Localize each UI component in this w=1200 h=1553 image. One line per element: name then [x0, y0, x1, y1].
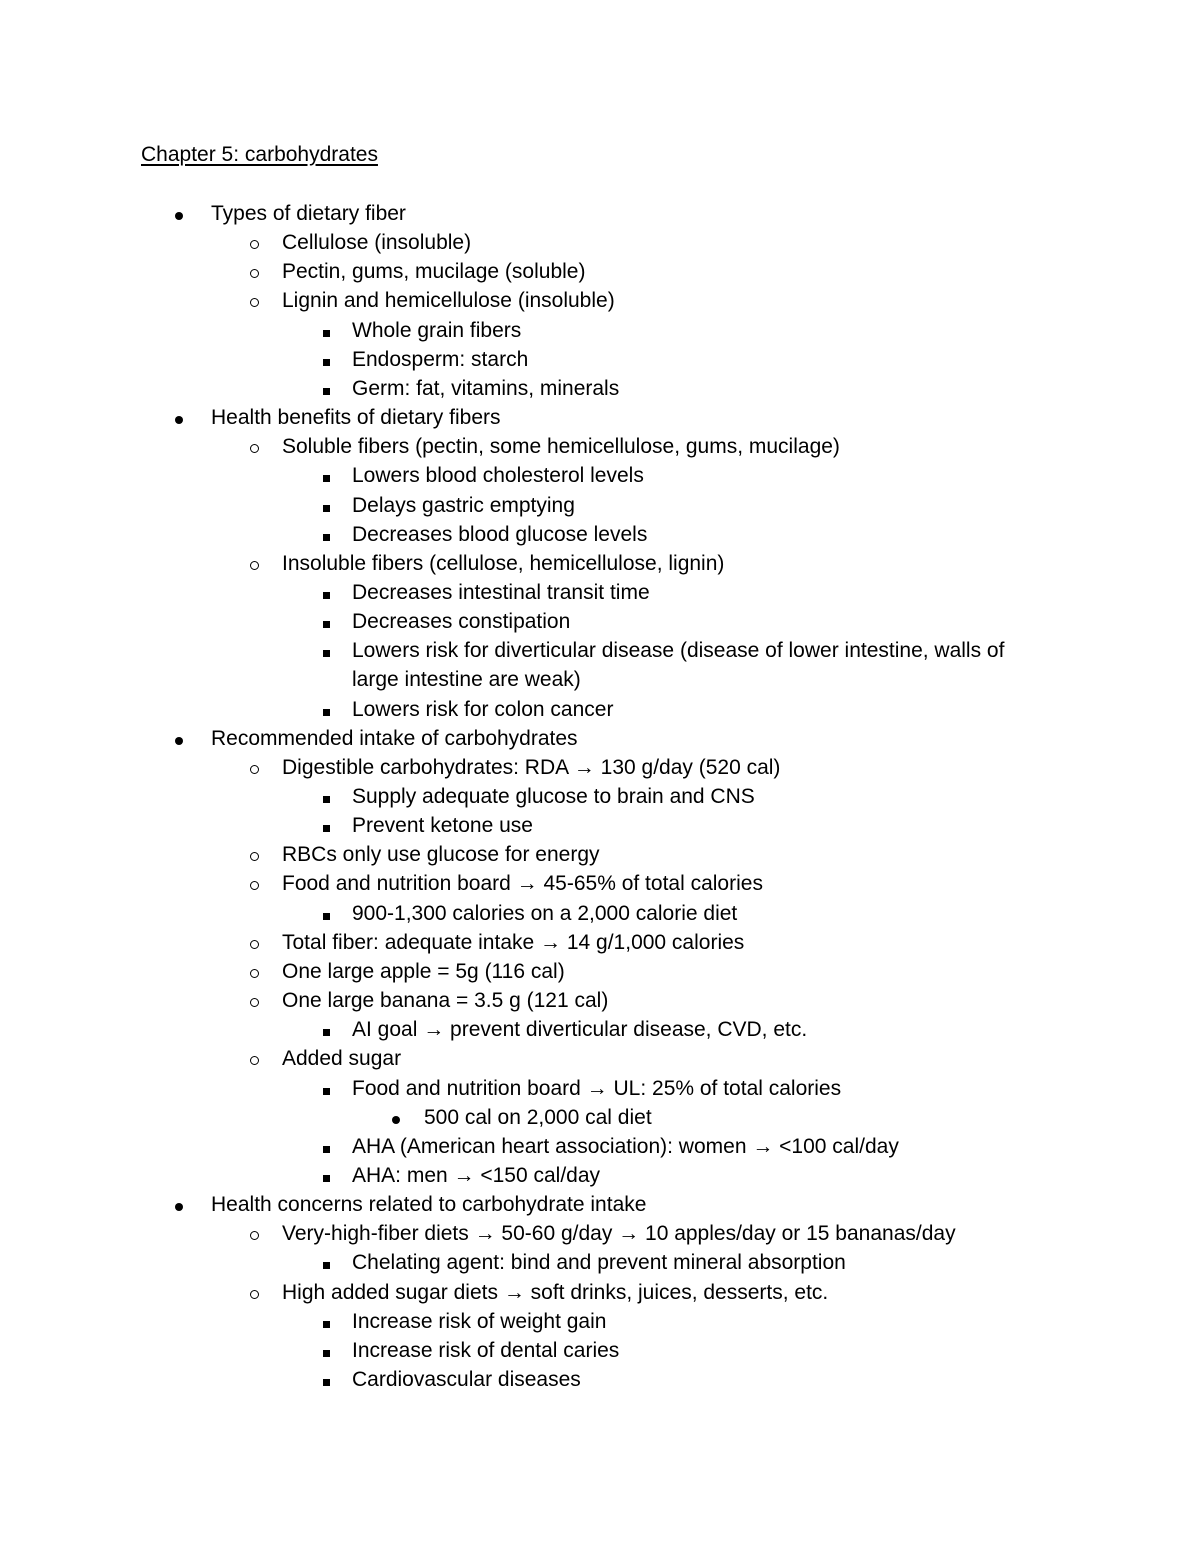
- bullet-square-icon: [318, 578, 334, 607]
- bullet-square-icon: [318, 1074, 334, 1103]
- bullet-circle-icon: [246, 869, 262, 898]
- bullet-square-icon: [318, 345, 334, 374]
- list-item-text: Decreases constipation: [352, 610, 571, 634]
- list-item: [352, 899, 737, 928]
- bullet-circle-icon: [246, 1219, 262, 1248]
- list-item: [352, 695, 613, 724]
- bullet-circle-icon: [246, 986, 262, 1015]
- list-item-text: Food and nutrition board → UL: 25% of total calories: [352, 1076, 842, 1100]
- list-item: [282, 257, 585, 286]
- list-item: [424, 1103, 652, 1132]
- list-item-text: Delays gastric emptying: [352, 493, 575, 517]
- bullet-square-icon: [318, 811, 334, 840]
- bullet-circle-icon: [246, 257, 262, 286]
- list-item-text: Added sugar: [282, 1047, 402, 1071]
- list-item-text: Germ: fat, vitamins, minerals: [352, 376, 620, 400]
- list-item-text: High added sugar diets → soft drinks, juices, desserts, etc.: [282, 1280, 829, 1304]
- bullet-disc-icon: [171, 199, 187, 228]
- list-item-text: One large apple = 5g (116 cal): [282, 959, 565, 983]
- list-item-text: Supply adequate glucose to brain and CNS: [352, 785, 755, 808]
- bullet-circle-icon: [246, 228, 262, 257]
- list-item: [352, 811, 533, 840]
- list-item-text: RBCs only use glucose for energy: [282, 843, 600, 867]
- list-item: [352, 461, 644, 490]
- list-item-text: AI goal → prevent diverticular disease, CVD, etc.: [352, 1018, 808, 1042]
- list-item-text: Lowers blood cholesterol levels: [352, 464, 644, 488]
- bullet-square-icon: [318, 316, 334, 345]
- list-item: [211, 1190, 646, 1219]
- list-item: [211, 199, 406, 228]
- list-item-text: Lowers risk for colon cancer: [352, 697, 614, 721]
- list-item: [352, 636, 1004, 665]
- list-item: [211, 724, 578, 753]
- page-title: Chapter 5: carbohydrates: [141, 143, 378, 166]
- list-item: [352, 345, 528, 374]
- bullet-square-icon: [318, 1015, 334, 1044]
- list-item: [352, 1074, 841, 1103]
- list-item-text: AHA: men → <150 cal/day: [352, 1163, 601, 1187]
- list-item-text: 500 cal on 2,000 cal diet: [424, 1105, 652, 1129]
- bullet-square-icon: [318, 1161, 334, 1190]
- list-item: [282, 1278, 828, 1307]
- list-item: [352, 1307, 606, 1336]
- bullet-circle-icon: [246, 1278, 262, 1307]
- list-item-text: Food and nutrition board → 45-65% of total calories: [282, 872, 763, 896]
- list-item: [352, 578, 650, 607]
- bullet-square-icon: [318, 491, 334, 520]
- list-item: [211, 403, 501, 432]
- list-item-text: Pectin, gums, mucilage (soluble): [282, 260, 586, 284]
- bullet-square-icon: [318, 695, 334, 724]
- bullet-square-icon: [318, 1248, 334, 1277]
- bullet-circle-icon: [246, 286, 262, 315]
- list-item: [352, 1132, 899, 1161]
- list-item-text: Total fiber: adequate intake → 14 g/1,000 calories: [282, 930, 745, 954]
- bullet-square-icon: [318, 1336, 334, 1365]
- bullet-square-icon: [318, 1307, 334, 1336]
- list-item-text: Digestible carbohydrates: RDA → 130 g/day (520 cal): [282, 755, 781, 779]
- list-item-text: Types of dietary fiber: [211, 202, 406, 225]
- list-item: [352, 782, 755, 811]
- list-item: [352, 607, 570, 636]
- list-item-text: Decreases intestinal transit time: [352, 581, 650, 604]
- list-item-text: Lignin and hemicellulose (insoluble): [282, 289, 615, 313]
- list-item-text: Endosperm: starch: [352, 347, 529, 371]
- list-item-text: Very-high-fiber diets → 50-60 g/day → 10 apples/day or 15 bananas/day: [282, 1222, 956, 1246]
- list-item: [282, 753, 780, 782]
- bullet-circle-icon: [246, 840, 262, 869]
- list-item: [282, 1044, 401, 1073]
- bullet-circle-icon: [246, 432, 262, 461]
- list-item-text: Cellulose (insoluble): [282, 231, 472, 255]
- list-item-text: Whole grain fibers: [352, 318, 522, 342]
- list-item-text: Chelating agent: bind and prevent mineral absorption: [352, 1251, 846, 1275]
- bullet-disc-icon: [171, 403, 187, 432]
- bullet-square-icon: [318, 374, 334, 403]
- list-item-text: Soluble fibers (pectin, some hemicellulose, gums, mucilage): [282, 435, 840, 459]
- list-item-text: Increase risk of dental caries: [352, 1338, 620, 1362]
- bullet-square-icon: [318, 607, 334, 636]
- bullet-circle-icon: [246, 1044, 262, 1073]
- list-item-text: Increase risk of weight gain: [352, 1309, 607, 1333]
- list-item: [352, 374, 619, 403]
- bullet-square-icon: [318, 899, 334, 928]
- list-item: [282, 228, 471, 257]
- bullet-circle-icon: [246, 957, 262, 986]
- list-item: [352, 491, 575, 520]
- list-item: [352, 1015, 807, 1044]
- bullet-square-icon: [318, 782, 334, 811]
- list-item-text: One large banana = 3.5 g (121 cal): [282, 989, 609, 1012]
- bullet-square-icon: [318, 461, 334, 490]
- list-item-text: Recommended intake of carbohydrates: [211, 726, 578, 750]
- bullet-square-icon: [318, 520, 334, 549]
- list-item: [352, 1365, 581, 1394]
- bullet-square-icon: [318, 636, 334, 665]
- list-item: [352, 1161, 600, 1190]
- list-item-text: Decreases blood glucose levels: [352, 522, 648, 546]
- list-item: [282, 1219, 956, 1248]
- list-item: [352, 1248, 846, 1277]
- list-item: [352, 316, 521, 345]
- list-item: [282, 928, 744, 957]
- list-item-text: large intestine are weak): [352, 668, 581, 692]
- bullet-disc-icon: [388, 1103, 404, 1132]
- bullet-disc-icon: [171, 1190, 187, 1219]
- list-item-text: 900-1,300 calories on a 2,000 calorie diet: [352, 901, 738, 925]
- bullet-circle-icon: [246, 549, 262, 578]
- bullet-square-icon: [318, 1132, 334, 1161]
- list-item: [282, 986, 608, 1015]
- bullet-disc-icon: [171, 724, 187, 753]
- list-item-text: Prevent ketone use: [352, 814, 533, 838]
- list-item: [282, 432, 840, 461]
- list-item-text: Insoluble fibers (cellulose, hemicellulose, lignin): [282, 551, 725, 575]
- list-item: [352, 1336, 619, 1365]
- list-item: [282, 549, 724, 578]
- list-item: [282, 869, 763, 898]
- list-item: [282, 957, 565, 986]
- bullet-circle-icon: [246, 753, 262, 782]
- bullet-circle-icon: [246, 928, 262, 957]
- list-item-text: Health concerns related to carbohydrate intake: [211, 1193, 647, 1217]
- list-item-text: Cardiovascular diseases: [352, 1368, 581, 1391]
- list-item-text: Health benefits of dietary fibers: [211, 406, 501, 429]
- list-item-text: AHA (American heart association): women → <100 cal/day: [352, 1134, 899, 1158]
- list-item-text: Lowers risk for diverticular disease (disease of lower intestine, walls of: [352, 639, 1005, 663]
- list-item: [282, 286, 615, 315]
- bullet-square-icon: [318, 1365, 334, 1394]
- list-item: [282, 840, 600, 869]
- list-item: [352, 520, 647, 549]
- list-item: [352, 665, 581, 694]
